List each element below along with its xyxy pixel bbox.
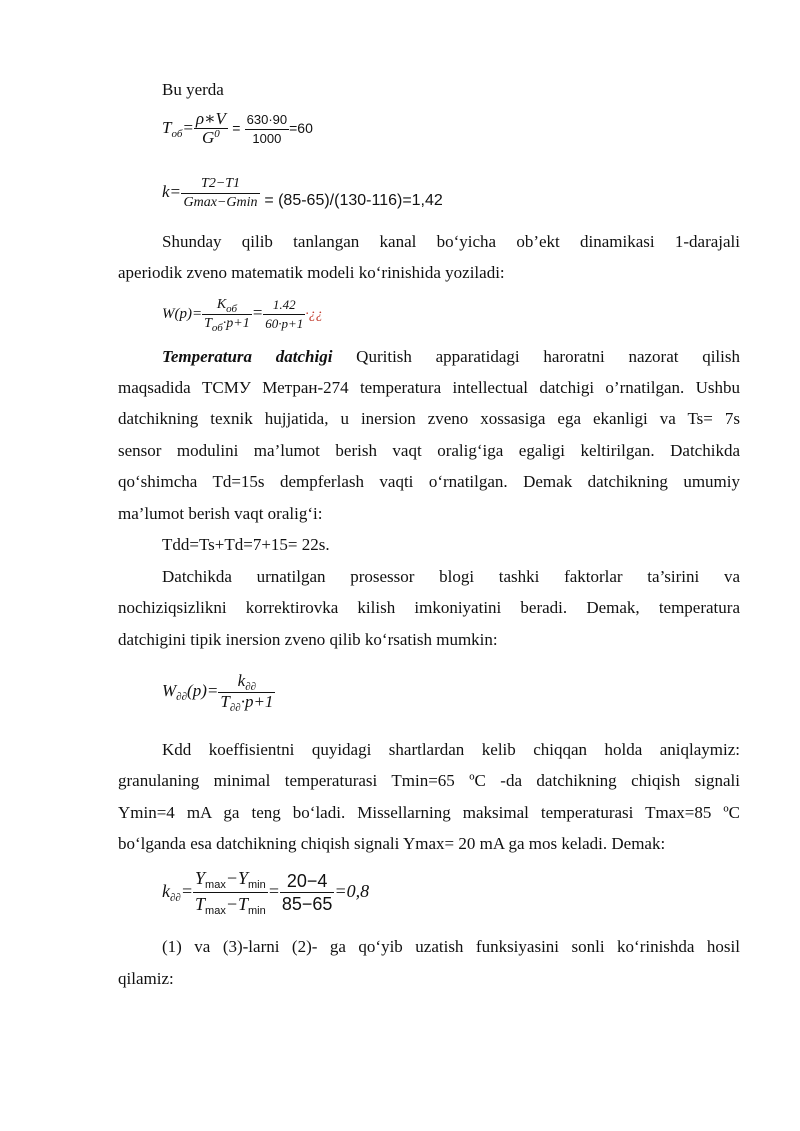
paragraph-1-line-2: aperiodik zveno matematik modeli ko‘rinishida yoziladi: <box>118 263 505 282</box>
eq-t-num2: 630·90 <box>245 111 289 130</box>
eq-k-fraction <box>181 175 260 212</box>
equation-time-constant <box>162 108 313 150</box>
eq-kdd-den-a: T <box>195 894 206 915</box>
eq-w-den-wrap <box>202 315 252 333</box>
paragraph-3-line-3: datchigini tipik inersion zveno qilib ko‘rsatish mumkin: <box>118 630 498 649</box>
eq-k-tail: = (85-65)/(130-116)=1,42 <box>264 192 443 209</box>
eq-wdd-num: k <box>237 670 246 690</box>
eq-t-num: ρ∗V <box>195 108 226 128</box>
equation-sensor-gain <box>162 864 369 921</box>
eq-w-num-sub: об <box>226 302 238 315</box>
paragraph-4-line-3: Ymin=4 mA ga teng bo‘ladi. Missellarning maksimal temperaturasi Tmax=85 ºC <box>118 803 740 822</box>
eq-w-den-tail: ·p+1 <box>222 315 250 331</box>
eq-w-num2: 1.42 <box>263 296 305 315</box>
eq-kdd-eq: = <box>180 881 194 901</box>
eq-kdd-num-b-sub: min <box>248 879 266 892</box>
equation-transfer-function-object <box>162 292 323 336</box>
eq-t-eq: = <box>182 118 194 137</box>
eq-kdd-fraction-2 <box>280 870 335 915</box>
eq-t-lhs-sub: об <box>171 128 183 140</box>
eq-t-den-wrap <box>194 129 228 149</box>
eq-k-den: Gmax−Gmin <box>183 194 258 210</box>
eq-t-den-sup: 0 <box>214 127 220 140</box>
eq-w-den: T <box>204 315 212 331</box>
eq-t-den: G <box>202 127 215 147</box>
paragraph-4-line-2: granulaning minimal temperaturasi Tmin=65 ºC -da datchikning chiqish signali <box>118 771 740 790</box>
paragraph-5-line-2: qilamiz: <box>118 969 174 988</box>
eq-kdd-den2: 85−65 <box>281 894 333 915</box>
eq-kdd-result: =0,8 <box>334 881 370 901</box>
sensor-heading: Temperatura datchigi <box>162 347 333 366</box>
eq-w-fraction-1 <box>202 296 252 333</box>
eq-w-fraction-2 <box>263 296 305 333</box>
paragraph-4-line-4: bo‘lganda esa datchikning chiqish signali Ymax= 20 mA ga mos keladi. Demak: <box>118 834 666 853</box>
tdd-formula: Tdd=Ts+Td=7+15= 22s. <box>162 535 330 554</box>
paragraph-2-line-6: ma’lumot berish vaqt oralig‘i: <box>118 504 323 523</box>
eq-t-fraction-2 <box>245 111 289 148</box>
eq-kdd-den-wrap <box>193 893 268 918</box>
eq-t-den2: 1000 <box>252 130 282 146</box>
eq-wdd-den-wrap <box>218 693 275 713</box>
eq-kdd-num-a-sub: max <box>205 879 226 892</box>
eq-wdd-num-wrap <box>218 672 275 693</box>
eq-wdd-lhs-sub: ∂∂ <box>176 691 188 703</box>
paragraph-2-line-3: datchikning texnik hujjatida, u inersion zveno xossasiga ega ekanligi va Ts= 7s <box>118 409 740 428</box>
paragraph-2-line-5: qo‘shimcha Td=15s dempferlash vaqti o‘rnatilgan. Demak datchikning umumiy <box>118 472 740 491</box>
eq-kdd-num-wrap <box>193 867 268 893</box>
eq-kdd-den-b-sub: min <box>248 905 266 918</box>
eq-w-den2: 60·p+1 <box>265 315 304 331</box>
eq-kdd-den-op: −T <box>225 894 248 915</box>
paragraph-2-line-2: maqsadida ТСМУ Метран-274 temperatura intellectual datchigi o’rnatilgan. Ushbu <box>118 378 740 397</box>
eq-k-num: T2−T1 <box>181 175 260 194</box>
paragraph-5-line-1: (1) va (3)-larni (2)- ga qo‘yib uzatish funksiyasini sonli ko‘rinishda hosil <box>162 937 740 956</box>
paragraph-2-line-4: sensor modulini ma’lumot berish vaqt oralig‘iga egaligi keltirilgan. Datchikda <box>118 441 740 460</box>
eq-wdd-den-tail: ·p+1 <box>240 691 274 711</box>
paragraph-3-line-2: nochiziqsizlikni korrektirovka kilish imkoniyatini beradi. Demak, temperatura <box>118 598 740 617</box>
equation-transfer-function-sensor <box>162 668 275 716</box>
eq-kdd-lhs-sub: ∂∂ <box>170 892 181 904</box>
eq-kdd-num2: 20−4 <box>280 870 335 893</box>
eq-kdd-num-op: −Y <box>225 868 248 889</box>
eq-kdd-fraction-1 <box>193 867 268 918</box>
eq-w-den-sub: об <box>211 321 223 334</box>
eq-t-lhs: T <box>162 118 172 137</box>
paragraph-2-line-1-text: Quritish apparatidagi haroratni nazorat qilish <box>332 347 740 366</box>
intro-text: Bu yerda <box>162 80 224 99</box>
eq-t-result: =60 <box>289 120 313 136</box>
eq-w-lhs: W(p)= <box>162 306 203 322</box>
eq-t-fraction-1 <box>194 110 228 149</box>
eq-w-num: K <box>216 296 227 312</box>
paragraph-1-line-1: Shunday qilib tanlangan kanal bo‘yicha ob’ekt dinamikasi 1-darajali <box>162 232 740 251</box>
eq-w-num-wrap <box>202 296 252 315</box>
eq-kdd-eq2: = <box>267 881 280 901</box>
eq-kdd-lhs: k <box>162 881 170 901</box>
eq-wdd-den: T <box>220 691 230 711</box>
eq-w-eq: = <box>251 303 264 322</box>
eq-wdd-fraction <box>218 672 275 713</box>
eq-w-artifact: ·¿¿ <box>305 307 323 322</box>
eq-wdd-den-sub: ∂∂ <box>229 701 241 714</box>
eq-wdd-num-sub: ∂∂ <box>245 680 257 693</box>
eq-wdd-lhs-tail: (p)= <box>187 681 219 700</box>
eq-k-lhs: k= <box>162 182 182 201</box>
paragraph-4-line-1: Kdd koeffisientni quyidagi shartlardan kelib chiqqan holda aniqlaymiz: <box>162 740 740 759</box>
eq-wdd-lhs: W <box>162 681 177 700</box>
equation-gain-k <box>162 170 443 215</box>
paragraph-2-line-1 <box>118 346 740 368</box>
paragraph-3-line-1: Datchikda urnatilgan prosessor blogi tashki faktorlar ta’sirini va <box>162 567 740 586</box>
eq-kdd-den-a-sub: max <box>205 905 226 918</box>
eq-kdd-num-a: Y <box>195 868 206 889</box>
eq-t-eq2: = <box>232 120 241 136</box>
